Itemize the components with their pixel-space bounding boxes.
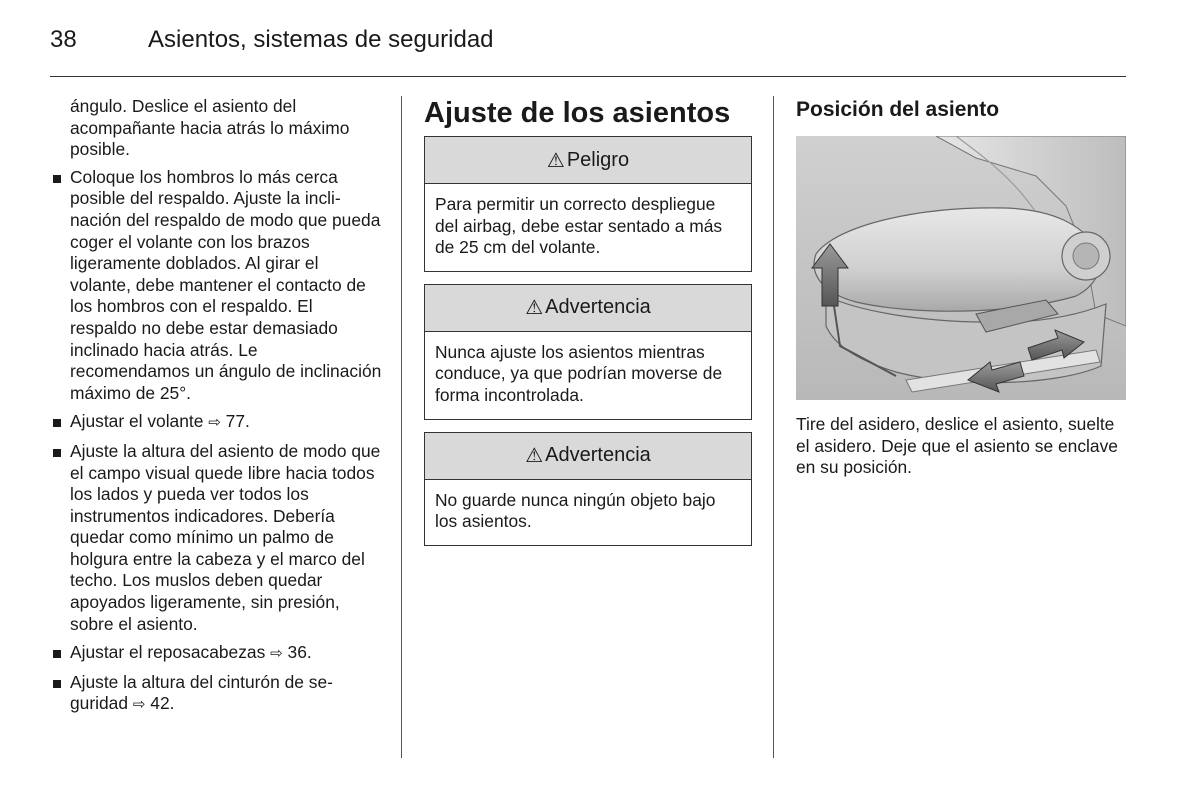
- warning-box-header: [425, 433, 751, 480]
- warning-triangle-icon: ⚠: [525, 445, 544, 468]
- warning-text: Nunca ajuste los asientos mientras conduce, ya que podrían moverse de forma incontrolada.: [435, 341, 723, 405]
- warning-triangle-icon: ⚠: [525, 297, 544, 320]
- figure-caption: Tire del asidero, deslice el asiento, suelte el asidero. Deje que el asiento se enclave en su posición.: [796, 414, 1118, 478]
- seat-adjustment-figure: [796, 136, 1126, 400]
- section-title: Ajuste de los asientos: [424, 97, 731, 129]
- warning-text: No guarde nunca ningún objeto bajo los asientos.: [435, 489, 716, 532]
- page-reference-link[interactable]: 77.: [220, 411, 250, 432]
- list-item: [52, 672, 382, 716]
- bullet-square-icon: [53, 175, 61, 183]
- column-right: [796, 96, 1128, 479]
- page-reference-arrow-icon: ⇨: [208, 414, 221, 432]
- header-rule: [50, 76, 1126, 77]
- continuation-paragraph: ángulo. Deslice el asiento del acompañante hacia atrás lo máximo posible.: [70, 96, 350, 160]
- bullet-square-icon: [53, 680, 61, 688]
- list-item-text: Ajuste la altura del asiento de modo que el campo visual quede libre hacia todos los lados y pueda ver todos los instrumentos indicadores. Debería quedar como mínimo un palmo de holgura entre la cabeza y el marco del techo. Los muslos deben quedar apoyados ligeramente, sin presión, sobre el asiento.: [70, 440, 381, 634]
- bullet-square-icon: [53, 650, 61, 658]
- column-middle: [424, 96, 752, 546]
- warning-box: [424, 432, 752, 546]
- danger-text: Para permitir un correcto despliegue del airbag, debe estar sentado a más de 25 cm del volante.: [435, 194, 723, 258]
- chapter-title: Asientos, sistemas de seguridad: [148, 26, 494, 53]
- page-reference-arrow-icon: ⇨: [270, 645, 283, 663]
- warning-heading: Advertencia: [545, 296, 651, 319]
- list-item-text: Ajustar el volante: [70, 411, 209, 432]
- column-left: [52, 96, 382, 723]
- page-reference-link[interactable]: 42.: [145, 693, 175, 714]
- list-item: [52, 441, 382, 635]
- subsection-title: Posición del asiento: [796, 98, 1000, 121]
- list-item: [52, 167, 382, 405]
- list-item: [52, 642, 382, 665]
- seat-illustration: [796, 136, 1126, 400]
- instruction-list: [52, 167, 382, 716]
- warning-box-header: [425, 285, 751, 332]
- bullet-square-icon: [53, 419, 61, 427]
- page-header: [50, 26, 1126, 76]
- warning-triangle-icon: ⚠: [546, 149, 565, 172]
- warning-box: [424, 284, 752, 420]
- page-reference-link[interactable]: 36.: [282, 642, 312, 663]
- column-divider-2: [773, 96, 774, 758]
- list-item-text: Ajuste la altura del cinturón de seguridad: [70, 671, 333, 714]
- bullet-square-icon: [53, 449, 61, 457]
- danger-heading: Peligro: [566, 148, 630, 171]
- warning-heading: Advertencia: [545, 444, 651, 467]
- danger-box-header: [425, 137, 751, 184]
- list-item-text: Coloque los hombros lo más cerca posible del respaldo. Ajuste la inclinación del respaldo de modo que pueda coger el volante con los brazos ligeramente doblados. Al girar el volante, debe mantener el contacto de los hombros con el respaldo. El respaldo no debe estar demasiado inclinado hacia atrás. Le recomendamos un ángulo de inclinación máximo de 25°.: [70, 166, 382, 403]
- page-number: 38: [50, 26, 77, 53]
- page-reference-arrow-icon: ⇨: [132, 696, 146, 714]
- list-item-text: Ajustar el reposacabezas: [70, 642, 271, 663]
- danger-box: [424, 136, 752, 272]
- list-item: [52, 411, 382, 434]
- column-divider-1: [401, 96, 402, 758]
